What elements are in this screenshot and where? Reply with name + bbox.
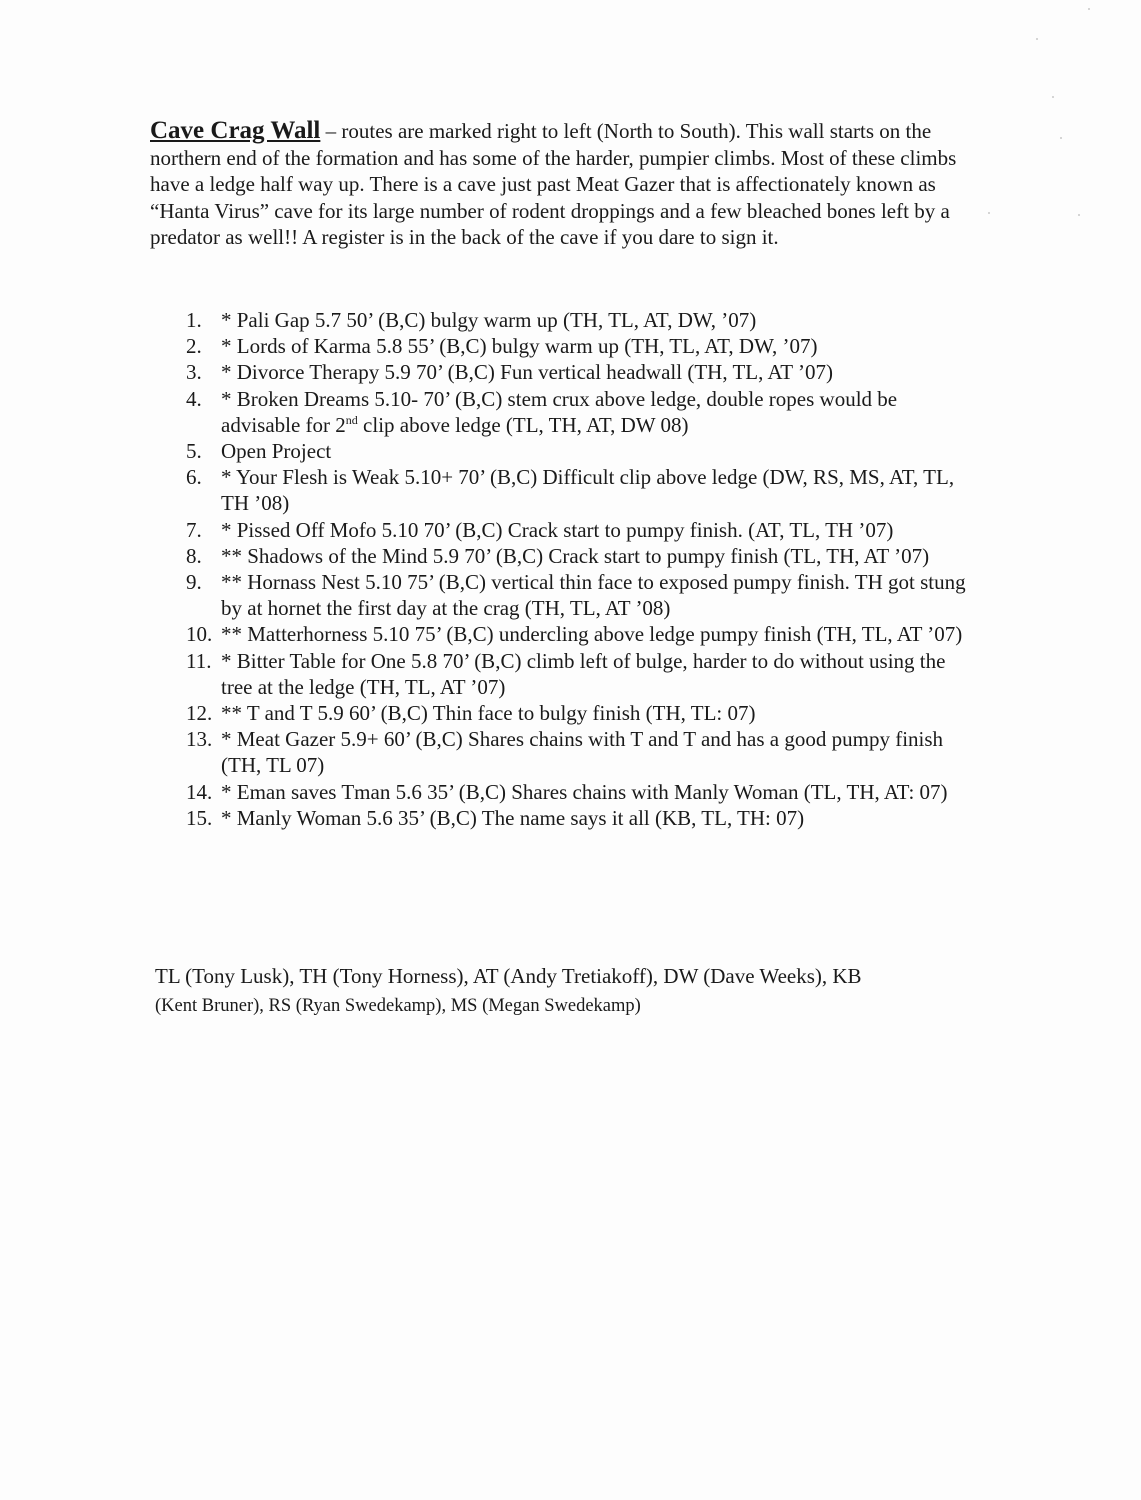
route-number: 10. — [186, 622, 213, 647]
route-text: * Eman saves Tman 5.6 35’ (B,C) Shares chains with Manly Woman (TL, TH, AT: 07) — [221, 779, 948, 804]
route-number: 4. — [186, 386, 202, 411]
route-item — [186, 726, 976, 778]
scan-speck — [1052, 96, 1054, 98]
route-text: * Manly Woman 5.6 35’ (B,C) The name says it all (KB, TL, TH: 07) — [221, 805, 805, 830]
route-item — [186, 700, 976, 726]
scan-speck — [1088, 8, 1090, 10]
route-number: 8. — [186, 543, 202, 568]
scan-speck — [988, 212, 990, 214]
route-item — [186, 805, 976, 831]
route-text: * Broken Dreams 5.10- 70’ (B,C) stem crux above ledge, double ropes would be advisable for 2 — [221, 386, 898, 437]
route-superscript: nd — [345, 412, 358, 427]
route-number: 13. — [186, 727, 213, 752]
route-item — [186, 543, 976, 569]
scan-speck — [1060, 137, 1062, 139]
route-item — [186, 333, 976, 359]
route-number: 9. — [186, 570, 202, 595]
legend-line: TL (Tony Lusk), TH (Tony Horness), AT (Andy Tretiakoff), DW (Dave Weeks), KB — [155, 964, 862, 988]
route-number: 11. — [186, 648, 212, 673]
route-item — [186, 517, 976, 543]
route-list — [186, 307, 976, 831]
route-number: 1. — [186, 308, 202, 332]
scan-speck — [1078, 214, 1080, 216]
route-item — [186, 359, 976, 385]
route-item — [186, 779, 976, 805]
route-text: ** Shadows of the Mind 5.9 70’ (B,C) Crack start to pumpy finish (TL, TH, AT ’07) — [221, 543, 930, 568]
route-text: ** T and T 5.9 60’ (B,C) Thin face to bulgy finish (TH, TL: 07) — [221, 701, 756, 726]
climber-legend — [155, 961, 975, 1021]
route-text: ** Matterhorness 5.10 75’ (B,C) undercling above ledge pumpy finish (TH, TL, AT ’07) — [221, 622, 963, 647]
route-item — [186, 386, 976, 438]
route-text: Open Project — [221, 439, 332, 464]
route-number: 6. — [186, 465, 202, 490]
scan-speck — [1036, 38, 1038, 40]
route-text: ** Hornass Nest 5.10 75’ (B,C) vertical thin face to exposed pumpy finish. TH got stung by at hornet the first day at the crag (TH, TL, AT ’08) — [221, 570, 966, 621]
route-item — [186, 621, 976, 647]
route-text: * Your Flesh is Weak 5.10+ 70’ (B,C) Difficult clip above ledge (DW, RS, MS, AT, TL, TH ’08) — [221, 465, 955, 516]
route-item — [186, 648, 976, 700]
route-number: 5. — [186, 439, 202, 464]
route-text: * Pissed Off Mofo 5.10 70’ (B,C) Crack start to pumpy finish. (AT, TL, TH ’07) — [221, 517, 894, 542]
route-item — [186, 464, 976, 516]
route-item — [186, 569, 976, 621]
route-number: 2. — [186, 334, 202, 359]
route-text: * Lords of Karma 5.8 55’ (B,C) bulgy warm up (TH, TL, AT, DW, ’07) — [221, 334, 818, 359]
route-item — [186, 307, 976, 333]
route-number: 14. — [186, 779, 213, 804]
route-number: 7. — [186, 517, 202, 542]
route-number: 3. — [186, 360, 202, 385]
route-text-cont: clip above ledge (TL, TH, AT, DW 08) — [357, 412, 689, 437]
legend-line: (Kent Bruner), RS (Ryan Swedekamp), MS (Megan Swedekamp) — [155, 996, 641, 1016]
route-item — [186, 438, 976, 464]
route-number: 15. — [186, 805, 213, 830]
route-text: * Meat Gazer 5.9+ 60’ (B,C) Shares chains with T and T and has a good pumpy finish (TH, TL 07) — [221, 727, 944, 778]
route-text: * Divorce Therapy 5.9 70’ (B,C) Fun vertical headwall (TH, TL, AT ’07) — [221, 360, 833, 385]
route-text: * Pali Gap 5.7 50’ (B,C) bulgy warm up (TH, TL, AT, DW, ’07) — [221, 308, 757, 332]
intro-text: – routes are marked right to left (North to South). This wall starts on the northern end of the formation and has some of the harder, pumpier climbs. Most of these climbs have a ledge half way up. There is a cave just past Meat Gazer that is affectionately known as “Hanta Virus” cave for its large number of rodent droppings and a few bleached bones left by a predator as well!! A register is in the back of the cave if you dare to sign it. — [150, 119, 957, 250]
section-title: Cave Crag Wall — [150, 117, 321, 144]
intro-paragraph — [150, 118, 980, 251]
route-text: * Bitter Table for One 5.8 70’ (B,C) climb left of bulge, harder to do without using the tree at the ledge (TH, TL, AT ’07) — [221, 648, 946, 699]
route-number: 12. — [186, 701, 213, 726]
